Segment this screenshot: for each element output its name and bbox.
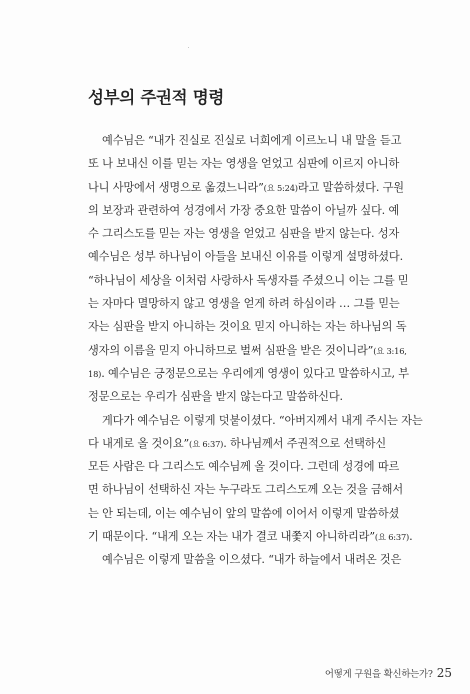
text-line [88, 315, 470, 338]
line-text: 라고 말씀하셨다. 구원 [297, 180, 404, 194]
body-text [88, 129, 470, 572]
line-text: 수 그리스도를 믿는 자는 영생을 얻었고 심판을 받지 않는다. 성자 [88, 227, 400, 241]
scripture-reference: (요 5:24) [263, 182, 298, 193]
text-line [88, 176, 470, 199]
line-text: 는 안 되는데, 이는 예수님이 앞의 말씀에 이어서 이렇게 말씀하셨 [88, 506, 400, 520]
line-text: 게다가 예수님은 이렇게 덧붙이셨다. “아버지께서 내게 주시는 자는 [102, 413, 423, 427]
text-line [88, 129, 470, 152]
line-text: 예수님은 이렇게 말씀을 이으셨다. “내가 하늘에서 내려온 것은 [102, 553, 402, 567]
text-line [88, 245, 470, 268]
text-line [88, 199, 470, 222]
line-text: 의 보장과 관련하여 성경에서 가장 중요한 말씀이 아닐까 싶다. 예 [88, 203, 400, 217]
line-text: . [409, 530, 413, 544]
running-head: 어떻게 구원을 확신하는가? [324, 669, 433, 680]
scripture-reference: 18) [88, 368, 102, 379]
text-line [88, 432, 470, 455]
text-line [88, 548, 470, 571]
line-text: “하나님이 세상을 이처럼 사랑하사 독생자를 주셨으니 이는 그를 믿 [88, 273, 409, 287]
line-text: 모든 사람은 다 그리스도 예수님께 올 것이다. 그런데 성경에 따르 [88, 460, 400, 474]
line-text: . 예수님은 긍정문으로는 우리에게 영생이 있다고 말씀하시고, 부 [101, 366, 409, 380]
text-line [88, 385, 470, 408]
line-text: 정문으로는 우리가 심판을 받지 않는다고 말씀하신다. [88, 390, 343, 404]
text-line [88, 525, 470, 548]
text-line [88, 222, 470, 245]
scripture-reference: (요 6:37) [189, 438, 224, 449]
text-line [88, 269, 470, 292]
line-text: 기 때문이다. “내게 오는 자는 내가 결코 내쫓지 아니하리라” [88, 530, 375, 544]
text-line [88, 502, 470, 525]
line-text: . 하나님께서 주권적으로 선택하신 [223, 436, 387, 450]
text-line [88, 362, 470, 385]
page-speck [188, 47, 189, 48]
line-text: 예수님은 “내가 진실로 진실로 너희에게 이르노니 내 말을 듣고 [102, 134, 402, 147]
line-text: 자는 심판을 받지 아니하는 것이요 믿지 아니하는 자는 하나님의 독 [88, 320, 407, 334]
line-text: 예수님은 성부 하나님이 아들을 보내신 이유를 이렇게 설명하셨다. [88, 250, 403, 264]
scripture-reference: (요 6:37) [374, 532, 410, 543]
line-text: 다 내게로 올 것이요” [88, 436, 190, 450]
text-line [88, 455, 470, 478]
page-footer [325, 662, 452, 681]
line-text: 면 하나님이 선택하신 자는 누구라도 그리스도께 오는 것을 금해서 [88, 483, 403, 497]
page-number: 25 [436, 666, 452, 680]
section-heading: 성부의 주권적 명령 [88, 87, 225, 107]
line-text: 는 자마다 멸망하지 않고 영생을 얻게 하려 하심이라 … 그를 믿는 [88, 297, 400, 311]
text-line [88, 478, 470, 501]
text-line [88, 292, 470, 315]
line-text: 또 나 보내신 이를 믿는 자는 영생을 얻었고 심판에 이르지 아니하 [88, 157, 400, 171]
text-line [88, 339, 470, 362]
line-text: 생자의 이름을 믿지 아니하므로 벌써 심판을 받은 것이니라” [88, 343, 374, 357]
scripture-reference: (요 3:16, [373, 345, 407, 356]
text-line [88, 409, 470, 432]
text-line [88, 152, 470, 175]
line-text: 나니 사망에서 생명으로 옮겼느니라” [88, 180, 264, 194]
